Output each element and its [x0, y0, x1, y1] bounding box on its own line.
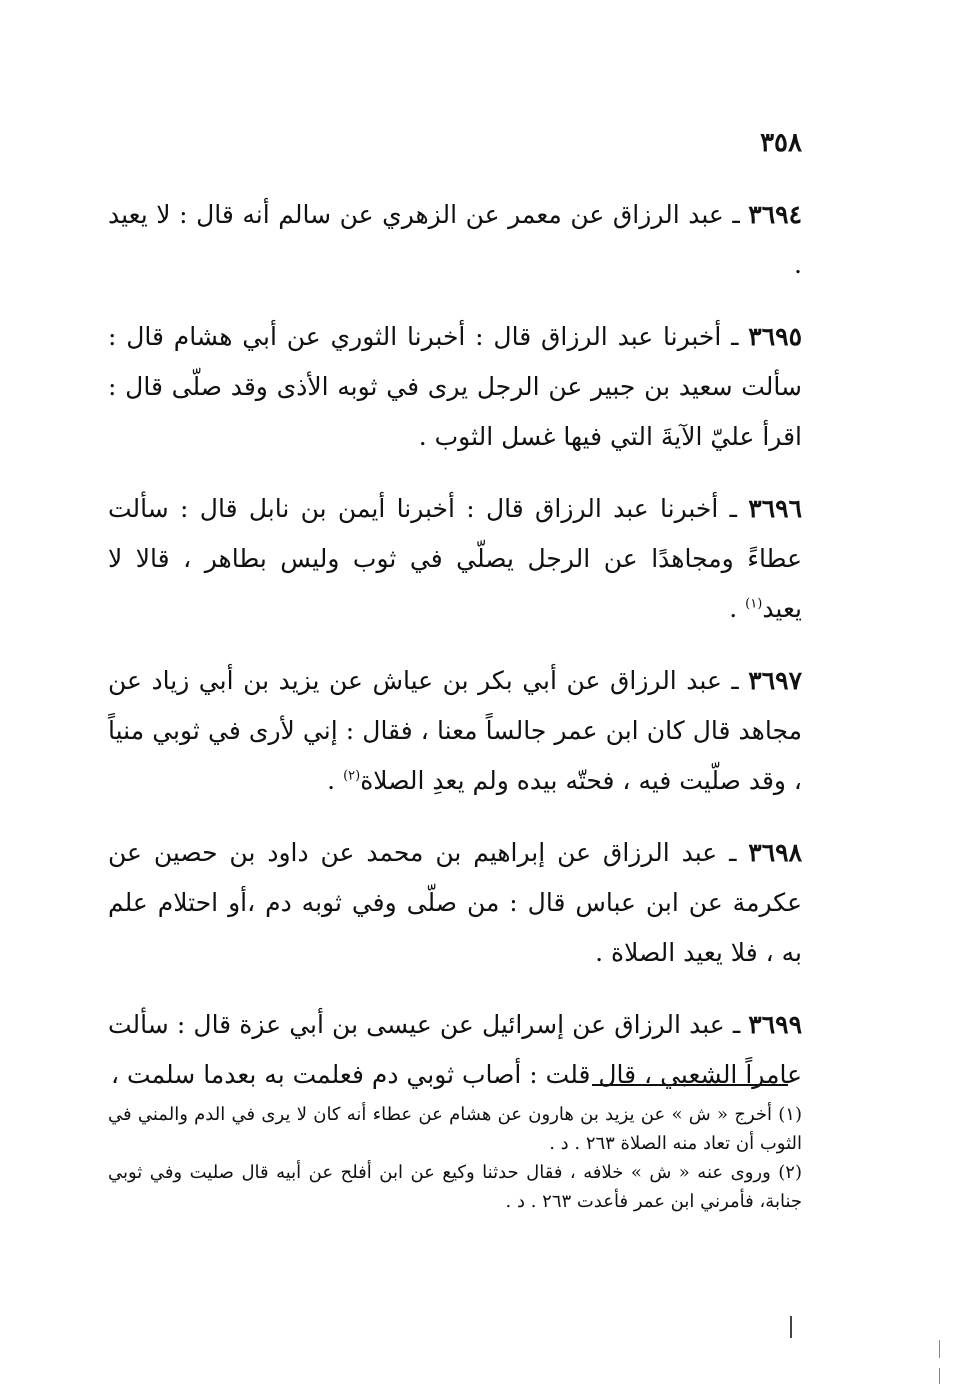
- hadith-tail: .: [327, 766, 344, 795]
- hadith-3696: [108, 484, 802, 634]
- margin-mark: [790, 1316, 792, 1338]
- footnote-marker[interactable]: (١): [745, 596, 763, 612]
- hadith-number: ٣٦٩٩: [748, 1010, 802, 1039]
- hadith-3697: [108, 656, 802, 806]
- footnotes: [108, 1100, 802, 1216]
- hadith-text: ـ عبد الرزاق عن إسرائيل عن عيسى بن أبي عزة قال : سألت عامراً الشعبي ، قال قلت : أصاب ثوبي دم فعلمت به بعدما سلمت ،: [108, 1010, 802, 1089]
- hadith-text: ـ عبد الرزاق عن إبراهيم بن محمد عن داود بن حصين عن عكرمة عن ابن عباس قال : من صلّى وفي ثوبه دم ،أو احتلام علم به ، فلا يعيد الصلاة .: [108, 838, 802, 967]
- hadith-text: ـ عبد الرزاق عن معمر عن الزهري عن سالم أنه قال : لا يعيد .: [108, 200, 802, 279]
- hadith-number: ٣٦٩٨: [748, 838, 802, 867]
- edge-mark: [939, 1368, 940, 1384]
- edge-mark: [939, 1340, 940, 1358]
- hadith-3695: [108, 312, 802, 462]
- hadith-number: ٣٦٩٦: [748, 494, 802, 523]
- hadith-text: ـ عبد الرزاق عن أبي بكر بن عياش عن يزيد بن أبي زياد عن مجاهد قال كان ابن عمر جالساً معنا ، فقال : إني لأرى في ثوبي منياً ، وقد صلّيت فيه ، فحتّه بيده ولم يعدِ الصلاة: [108, 666, 802, 795]
- hadith-number: ٣٦٩٥: [748, 322, 802, 351]
- hadith-3694: [108, 190, 802, 290]
- page-number: ٣٥٨: [760, 128, 802, 158]
- footnote-2: (٢) وروى عنه « ش » خلافه ، فقال حدثنا وكيع عن ابن أفلح عن أبيه قال صليت وفي ثوبي جنابة، فأمرني ابن عمر فأعدت ٢٦٣ . د .: [108, 1162, 802, 1212]
- main-text: [108, 190, 802, 1122]
- hadith-number: ٣٦٩٧: [748, 666, 802, 695]
- hadith-3698: [108, 828, 802, 978]
- hadith-tail: .: [729, 594, 746, 623]
- hadith-text: ـ أخبرنا عبد الرزاق قال : أخبرنا أيمن بن نابل قال : سألت عطاءً ومجاهدًا عن الرجل يصلّي في ثوب وليس بطاهر ، قالا لا يعيد: [108, 494, 802, 623]
- hadith-number: ٣٦٩٤: [748, 200, 802, 229]
- footnote-1: (١) أخرج « ش » عن يزيد بن هارون عن هشام عن عطاء أنه كان لا يرى في الدم والمني في الثوب أن تعاد منه الصلاة ٢٦٣ . د .: [108, 1104, 802, 1154]
- footnote-divider: [592, 1084, 788, 1086]
- hadith-text: ـ أخبرنا عبد الرزاق قال : أخبرنا الثوري عن أبي هشام قال : سألت سعيد بن جبير عن الرجل يرى في ثوبه الأذى وقد صلّى قال : اقرأ عليّ الآيةَ التي فيها غسل الثوب .: [108, 322, 802, 451]
- footnote-marker[interactable]: (٢): [343, 768, 361, 784]
